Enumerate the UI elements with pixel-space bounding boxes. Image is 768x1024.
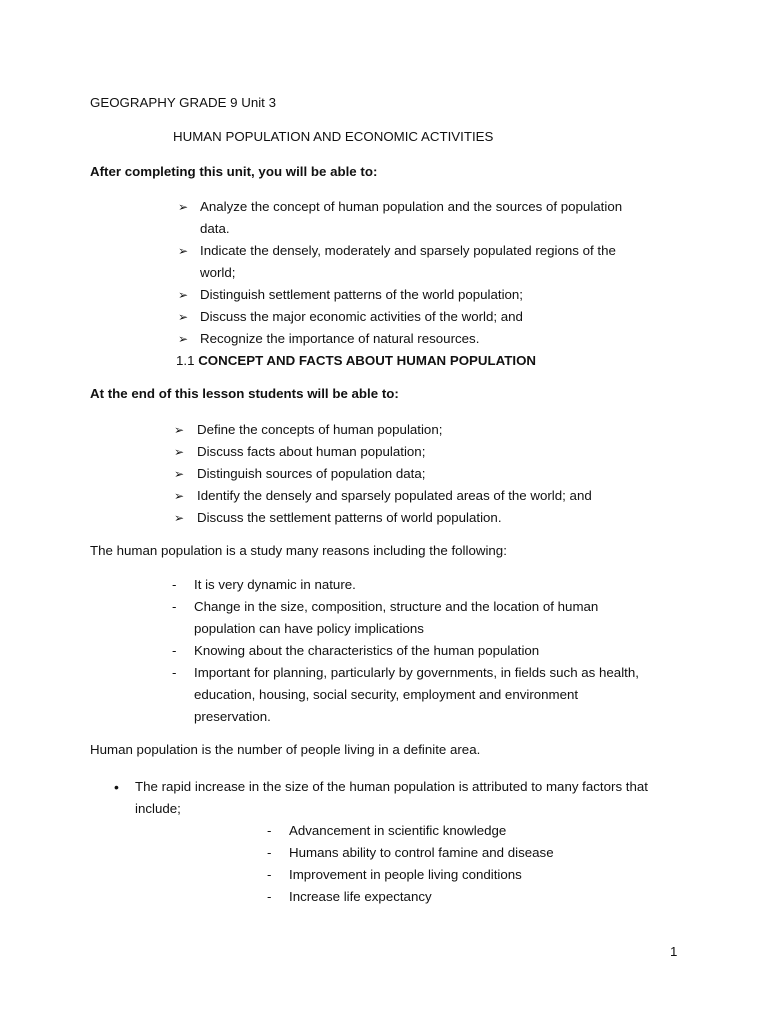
unit-title: HUMAN POPULATION AND ECONOMIC ACTIVITIES [173,129,494,144]
list-item-continued: data. [200,221,230,236]
section-title: CONCEPT AND FACTS ABOUT HUMAN POPULATION [198,353,537,368]
list-item: Recognize the importance of natural resources. [200,331,480,346]
arrow-bullet-icon: ➢ [178,200,189,214]
definition-paragraph: Human population is the number of people living in a definite area. [90,742,481,757]
section-number: 1.1 [176,353,195,368]
list-item: Indicate the densely, moderately and sparsely populated regions of the [200,243,616,258]
list-item: Analyze the concept of human population and the sources of population [200,199,623,214]
list-item: Improvement in people living conditions [289,867,522,882]
list-item: Change in the size, composition, structure and the location of human [194,599,599,614]
round-bullet: • [114,779,119,795]
list-item: Important for planning, particularly by governments, in fields such as health, [194,665,639,680]
list-item: Distinguish settlement patterns of the world population; [200,287,524,302]
list-item: Discuss the major economic activities of the world; and [200,309,523,324]
factors-intro-continued: include; [135,801,181,816]
list-item-continued: population can have policy implications [194,621,424,636]
course-title: GEOGRAPHY GRADE 9 Unit 3 [90,95,276,110]
arrow-bullet-icon: ➢ [174,445,185,459]
dash-bullet: - [172,599,177,614]
list-item: Knowing about the characteristics of the human population [194,643,540,658]
list-item: It is very dynamic in nature. [194,577,356,592]
dash-bullet: - [172,577,177,592]
arrow-bullet-icon: ➢ [178,244,189,258]
dash-bullet: - [267,867,272,882]
arrow-bullet-icon: ➢ [174,489,185,503]
section-heading [176,350,536,372]
arrow-bullet-icon: ➢ [178,288,189,302]
list-item: Humans ability to control famine and disease [289,845,554,860]
arrow-bullet-icon: ➢ [174,423,185,437]
page-number: 1 [670,944,678,959]
list-item-continued: world; [200,265,236,280]
dash-bullet: - [267,845,272,860]
list-item: Identify the densely and sparsely populated areas of the world; and [197,488,592,503]
lesson-objectives-heading: At the end of this lesson students will be able to: [90,386,399,401]
arrow-bullet-icon: ➢ [174,511,185,525]
arrow-bullet-icon: ➢ [178,332,189,346]
list-item: Increase life expectancy [289,889,432,904]
factors-intro: The rapid increase in the size of the human population is attributed to many factors that [135,779,648,794]
list-item-continued: preservation. [194,709,271,724]
arrow-bullet-icon: ➢ [174,467,185,481]
list-item: Discuss the settlement patterns of world population. [197,510,502,525]
list-item: Define the concepts of human population; [197,422,443,437]
unit-objectives-heading: After completing this unit, you will be able to: [90,164,378,179]
arrow-bullet-icon: ➢ [178,310,189,324]
dash-bullet: - [172,665,177,680]
dash-bullet: - [267,823,272,838]
list-item: Advancement in scientific knowledge [289,823,507,838]
dash-bullet: - [267,889,272,904]
list-item-continued: education, housing, social security, employment and environment [194,687,579,702]
list-item: Discuss facts about human population; [197,444,426,459]
reasons-intro: The human population is a study many reasons including the following: [90,543,507,558]
list-item: Distinguish sources of population data; [197,466,426,481]
dash-bullet: - [172,643,177,658]
